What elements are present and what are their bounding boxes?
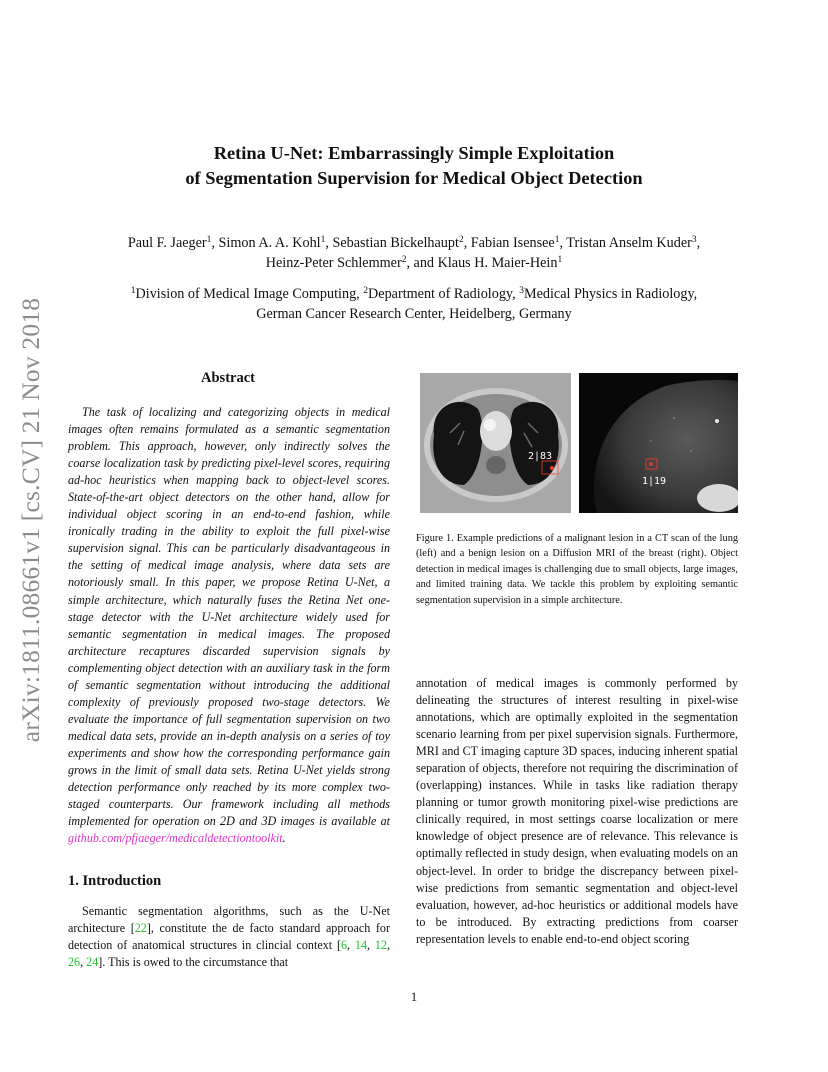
intro-body: Semantic segmentation algorithms, such as the U-Net architecture [22], constitute the de facto standard approach for detection of anatomical structures in clincial context [6, 14, 12, 26, 24]. This is owed to the circumstance that [68,904,391,970]
affil-mark: 2 [363,286,369,296]
citation-link[interactable]: 12 [374,938,387,953]
intro-text: ]. This is owed to the circumstance that [98,955,289,970]
author-name: Klaus H. Maier-Hein [437,255,558,271]
author-affil-mark: 2 [401,255,407,265]
github-link[interactable]: github.com/pfjaeger/medicaldetectiontoolkit [68,831,283,846]
citation-link[interactable]: 22 [134,921,147,936]
mri-scan-graphic [579,373,738,513]
citation-link[interactable]: 6 [341,938,348,953]
title-line-2: of Segmentation Supervision for Medical Object Detection [185,168,643,188]
mri-prediction-label: 1|19 [642,476,667,487]
affiliation-institution: German Cancer Research Center, Heidelberg, Germany [256,306,572,322]
mri-breast-image [579,373,738,513]
author-separator: , [559,235,567,251]
author-name: Fabian Isensee [470,235,555,251]
intro-text: Semantic segmentation algorithms, such as the U-Net architecture [ [68,904,390,936]
affiliation: Medical Physics in Radiology, [523,286,698,302]
page-number: 1 [410,990,418,1004]
author-separator: , [696,235,701,251]
title-line-1: Retina U-Net: Embarrassingly Simple Exploitation [213,143,615,163]
author-affil-mark: 1 [557,255,563,265]
author-list [40,233,788,273]
citation-link[interactable]: 26 [68,955,81,970]
author-name: Simon A. A. Kohl [218,235,321,251]
author-name: Sebastian Bickelhaupt [332,235,459,251]
author-name: Tristan Anselm Kuder [566,235,692,251]
affiliations [40,284,788,324]
ct-prediction-label: 2|83 [528,451,553,462]
figure-caption: Figure 1. Example predictions of a malignant lesion in a CT scan of the lung (left) and a benign lesion on a Diffusion MRI of the breast (right). Object detection in medical images is challenging due to small objects, large images, and limited training data. We tackle this problem by exploiting semantic segmentation supervision in a simple architecture. [416,533,738,606]
author-name: Heinz-Peter Schlemmer [265,255,402,271]
author-affil-mark: 2 [458,235,464,245]
author-affil-mark: 1 [206,235,212,245]
paper-title [0,141,828,191]
author-name: Paul F. Jaeger [127,235,207,251]
abstract-body [68,404,390,847]
abstract-end: . [282,831,286,846]
abstract-heading: Abstract [201,370,255,386]
affil-mark: 3 [519,286,524,296]
figure-1 [420,373,738,513]
author-affil-mark: 1 [554,235,560,245]
author-separator: , [463,235,471,251]
abstract-text: The task of localizing and categorizing objects in medical images often remains formulated as a semantic segmentation problem. This approach, however, only indirectly solves the coarse localization task by predicting pixel-level scores, requiring ad-hoc heuristics when mapping back to object-level scores. State-of-the-art object detectors on the other hand, allow for individual object scoring in an end-to-end fashion, while ironically trading in the ability to exploit the full pixel-wise supervision signal. This can be particularly disadvantageous in the setting of medical image analysis, where data sets are notoriously small. In this paper, we propose Retina U-Net, a simple architecture, which naturally fuses the Retina Net one-stage detector with the U-Net architecture widely used for semantic segmentation in medical images. The proposed architecture recaptures discarded supervision signals by complementing object detection with an auxiliary task in the form of semantic segmentation without introducing the additional complexity of previously proposed two-stage detectors. We evaluate the importance of full segmentation supervision on two medical data sets, provide an in-depth analysis on a series of toy experiments and show how the corresponding performance gain grows in the limit of small data sets. Retina U-Net yields strong detection performance only reached by its more complex two-staged counterparts. Our framework including all methods implemented for operation on 2D and 3D images is available at [68,405,390,829]
intro-continued-text: annotation of medical images is commonly performed by delineating the structures of interest resulting in pixel-wise annotations, which are optimally exploited in the segmentation scenario learning from per pixel supervision signals. Furthermore, MRI and CT imaging capture 3D spaces, inducing inherent spatial separation of objects, therefore not requiring the discrimination of (overlapping) instances. While in tasks like radiation therapy planning or tumor growth monitoring pixel-wise predictions are clinically required, in most settings coarse localization or mere knowledge of object presence are of relevance. This relevance is optimally reflected in study design, when evaluating models on an object-level. In order to bridge the discrepancy between pixel-wise predictions from semantic segmentation and object-level evaluation, however, ad-hoc heuristics or additional models have to be introduced. By extracting predictions from coarser representation levels to enable end-to-end object scoring [416,676,738,946]
arxiv-sidebar-stamp [12,280,50,760]
author-separator: , and [406,255,438,271]
citation-link[interactable]: 24 [86,955,99,970]
affiliation: Department of Radiology, [368,286,520,302]
citation-link[interactable]: 14 [354,938,368,953]
author-separator: , [211,235,219,251]
intro-text: ], constitute the de facto standard approach for detection of anatomical structures in clincial context [ [68,921,390,953]
affiliation: Division of Medical Image Computing, [135,286,364,302]
affil-mark: 1 [130,286,136,296]
ct-scan-graphic [420,373,571,513]
ct-lung-image [420,373,571,513]
author-separator: , [325,235,333,251]
author-affil-mark: 3 [691,235,697,245]
arxiv-id: arXiv:1811.08661v1 [cs.CV] 21 Nov 2018 [16,297,45,743]
author-affil-mark: 1 [320,235,326,245]
intro-heading: 1. Introduction [68,873,162,889]
